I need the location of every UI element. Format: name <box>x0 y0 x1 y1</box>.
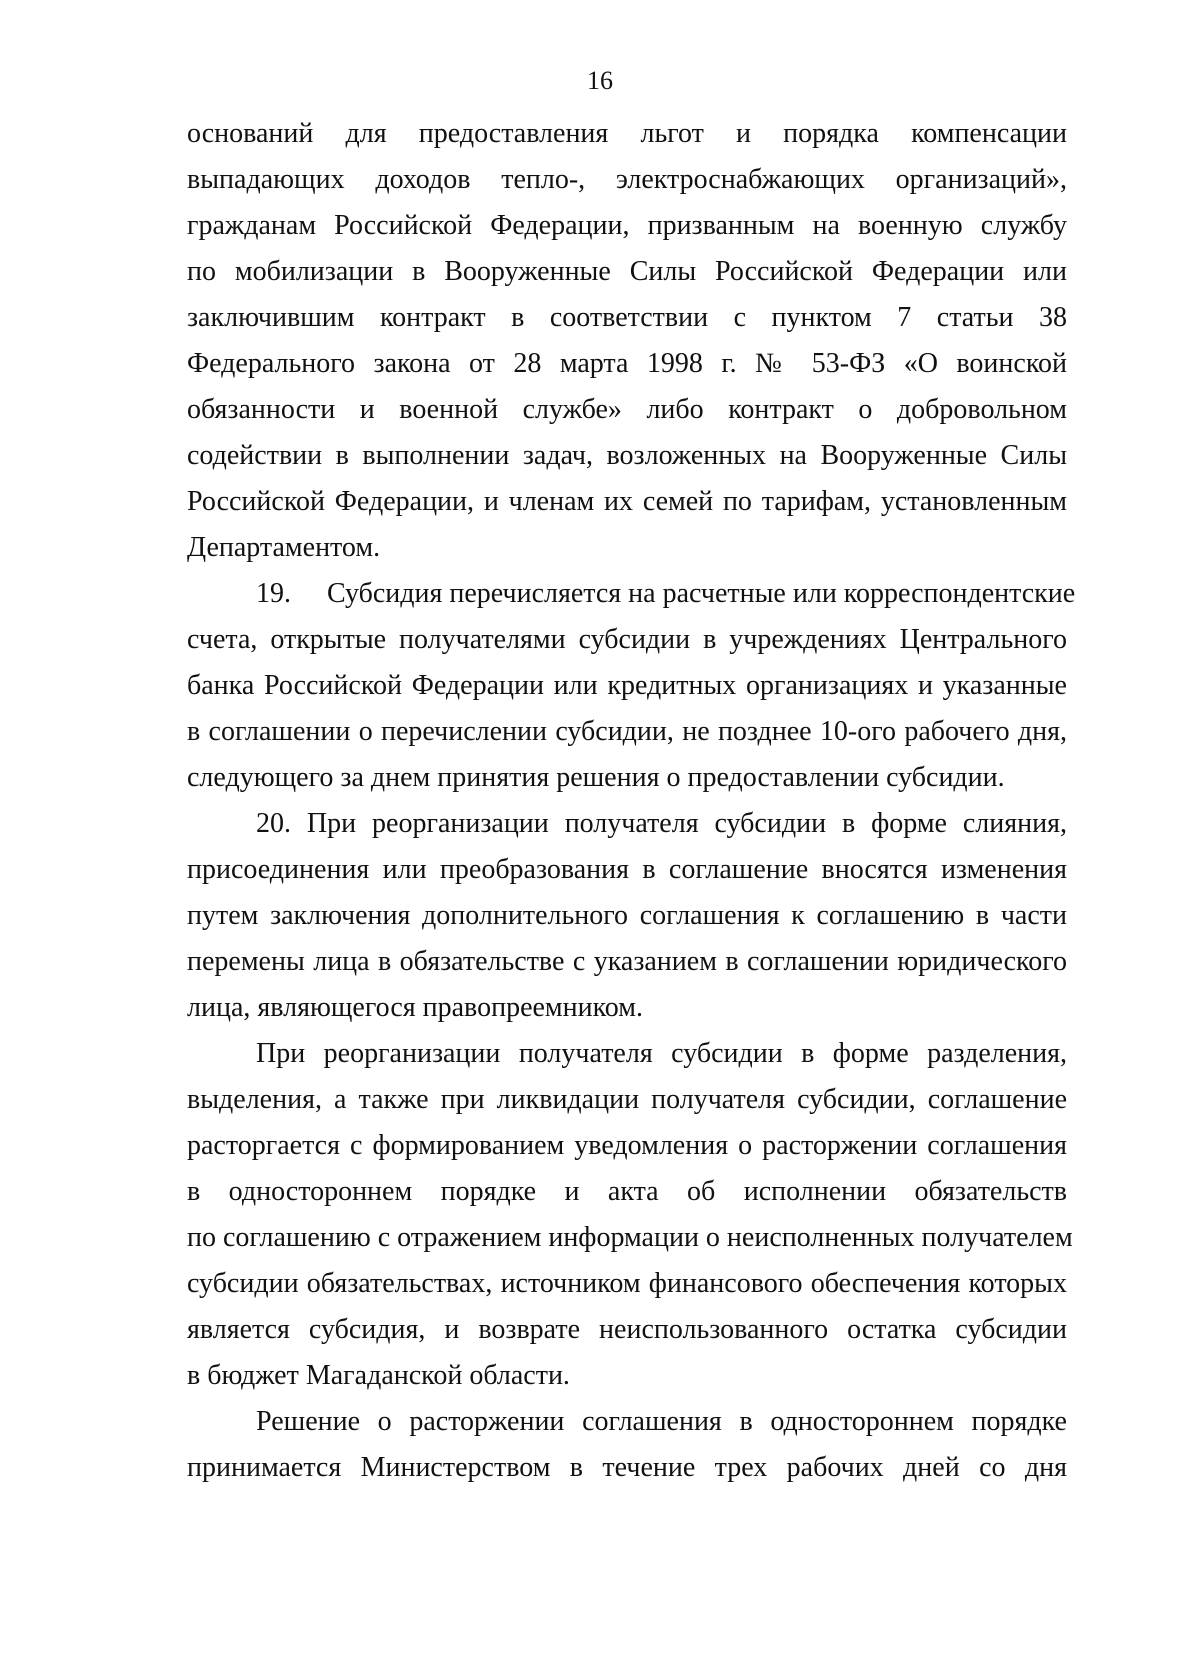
text-line: заключившим контракт в соответствии с пунктом 7 статьи 38 <box>187 302 1067 333</box>
text-line: в соглашении о перечислении субсидии, не позднее 10-ого рабочего дня, <box>187 716 1067 747</box>
text-line: выделения, а также при ликвидации получателя субсидии, соглашение <box>187 1084 1067 1115</box>
paragraph-first-line: При реорганизации получателя субсидии в форме разделения, <box>256 1038 1067 1069</box>
text-line: является субсидия, и возврате неиспользованного остатка субсидии <box>187 1314 1067 1345</box>
text-line: путем заключения дополнительного соглашения к соглашению в части <box>187 900 1067 931</box>
text-line: обязанности и военной службе» либо контракт о добровольном <box>187 394 1067 425</box>
text-line: Российской Федерации, и членам их семей по тарифам, установленным <box>187 486 1067 517</box>
text-line: в одностороннем порядке и акта об исполнении обязательств <box>187 1176 1067 1207</box>
paragraph-19-first-line <box>256 577 1076 611</box>
text-line: по мобилизации в Вооруженные Силы Российской Федерации или <box>187 256 1067 287</box>
text-line: перемены лица в обязательстве с указанием в соглашении юридического <box>187 946 1067 977</box>
text-line: выпадающих доходов тепло-, электроснабжающих организаций», <box>187 164 1067 195</box>
paragraph-first-line: Решение о расторжении соглашения в одностороннем порядке <box>256 1406 1067 1437</box>
text-line: Субсидия перечисляется на расчетные или корреспондентские <box>327 578 1076 609</box>
text-line: содействии в выполнении задач, возложенных на Вооруженные Силы <box>187 440 1067 471</box>
text-line: принимается Министерством в течение трех рабочих дней со дня <box>187 1452 1067 1483</box>
text-line: лица, являющегося правопреемником. <box>187 992 643 1023</box>
paragraph-number: 19. <box>256 578 291 609</box>
text-line: Федерального закона от 28 марта 1998 г. № 53-ФЗ «О воинской <box>187 348 1067 379</box>
text-line: субсидии обязательствах, источником финансового обеспечения которых <box>187 1268 1067 1299</box>
text-line: в бюджет Магаданской области. <box>187 1360 570 1391</box>
text-line: оснований для предоставления льгот и порядка компенсации <box>187 118 1067 149</box>
page-number: 16 <box>587 66 613 95</box>
text-line: счета, открытые получателями субсидии в учреждениях Центрального <box>187 624 1067 655</box>
text-line: присоединения или преобразования в соглашение вносятся изменения <box>187 854 1067 885</box>
paragraph-20-first-line: 20. При реорганизации получателя субсидии в форме слияния, <box>256 808 1067 839</box>
text-line: Департаментом. <box>187 532 381 563</box>
text-line: следующего за днем принятия решения о предоставлении субсидии. <box>187 762 1005 793</box>
text-line: по соглашению с отражением информации о неисполненных получателем <box>187 1222 1073 1253</box>
text-line: банка Российской Федерации или кредитных организациях и указанные <box>187 670 1067 701</box>
text-line: гражданам Российской Федерации, призванным на военную службу <box>187 210 1067 241</box>
text-line: расторгается с формированием уведомления о расторжении соглашения <box>187 1130 1067 1161</box>
